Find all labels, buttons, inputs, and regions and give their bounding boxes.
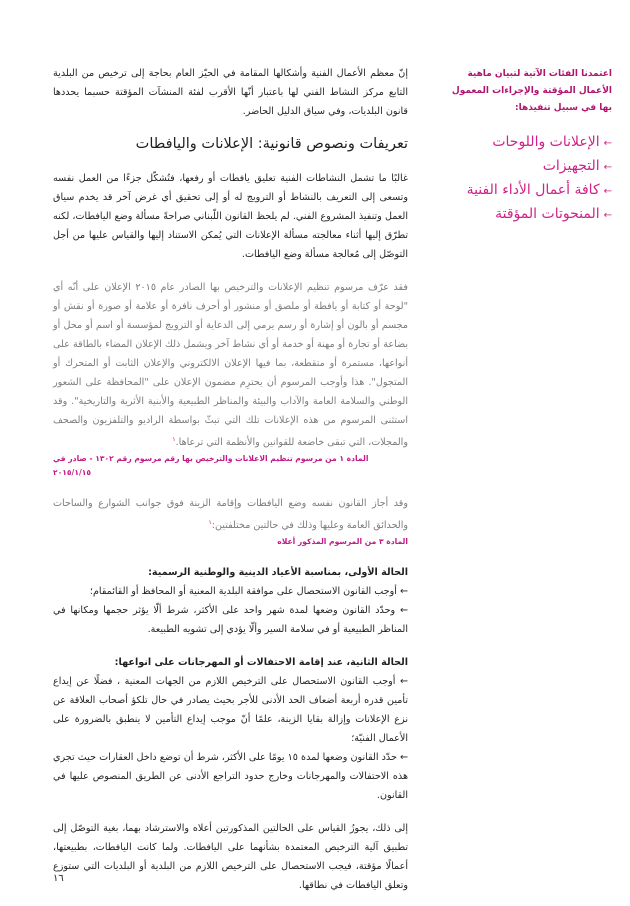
case-bullet: ← أوجب القانون الاستحصال على الترخيص اللازم من الجهات المعنية ، فضلًا عن إيداع تأمين قدره أربعة أضعاف الحد الأدنى للأجر بحيث يصادر في حال تلكؤ أصحاب العلاقة عن نزع الإعلانات وإزالة بقايا الزينة، علمًا أنّ موجب إيداع التأمين لا ينطبق بالضرورة على الأعمال الفنيّة؛ [53,676,408,745]
category-label: المنحوتات المؤقتة [495,206,600,222]
case-title: الحالة الأولى، بمناسبة الأعياد الدينية والوطنية الرسمية: [148,567,408,579]
category-list [442,131,612,227]
category-label: كافة أعمال الأداء الفنية [466,182,600,198]
legal-quote [53,494,408,535]
body-paragraph: غالبًا ما تشمل النشاطات الفنية تعليق يافطات أو رفعها، فتُشكّل جزءًا من العمل نفسه وتسعى إلى التعريف بالنشاط أو الترويج له أو إلى تحقيق أي غرض آخر قد يخدم سياق العمل وتنفيذ المشروع الفني. لم يلحظ القانون اللّبناني صراحةً مسألة وضع اليافطات، لكنه تطرّق إليها أثناء معالجته مسألة الإعلانات التي يُمكن الاستناد إليها والقياس عليها من أجل التوصّل إلى مُعالجة مسألة وضع اليافطات. [53,173,408,260]
arrow-left-icon: ← [603,138,612,149]
footnote-marker: ١ [172,436,176,443]
arrow-left-icon: ← [603,162,612,173]
category-label: الإعلانات واللوحات [492,134,600,150]
case-bullet: ← حدّد القانون وضعها لمدة ١٥ يومًا على الأكثر، شرط أن توضع داخل العقارات حيث تجري هذه الاحتفالات والمهرجانات وخارج حدود التراجع الأدنى عن الطريق المنصوص عليها في القانون. [53,752,408,802]
quote-text: فقد عرّف مرسوم تنظيم الإعلانات والترخيص بها الصادر عام ٢٠١٥ الإعلان على أنّه أي "لوحة أو كتابة أو يافطة أو ملصق أو منشور أو أحرف نافرة أو علامة أو صورة أو نقش أو مجسم أو بالون أو إشارة أو رسم يرمي إلى الدعاية أو الترويج لمؤسسة أو اسم أو محل أو بضاعة أو تجارة أو مهنة أو خدمة أو أي نشاط آخر ويشمل ذلك الإعلان المضاء بالطاقة على أنواعها، مستمرة أو متقطعة، بما فيها الإعلان الالكتروني والإعلان الثابت أو المتحرك أو المتجول". هذا وأوجب المرسوم أن يحترِم مضمون الإعلان على "المحافظة على الشعور الوطني والسلامة العامة والآداب والبيئة والمناظر الطبيعية والأبنية الأثرية والتاريخية". وقد استثنى المرسوم من هذه الإعلانات تلك التي تبثّ بواسطة الراديو والتلفزيون والصحف والمجلات، التي تبقى خاضعة للقوانين والأنظمة التي ترعاها. [53,282,408,449]
category-item-sculptures [442,203,612,227]
legal-reference: المادة ١ من مرسوم تنظيم الاعلانات والترخيص بها رقم مرسوم رقم ١٣٠٢ - صادر في ٢٠١٥/١/١٥ [53,454,369,478]
case-title: الحالة الثانية، عند إقامة الاحتفالات أو المهرجانات على انواعها: [114,657,408,669]
legal-quote [53,278,408,452]
category-item-performance [442,179,612,203]
case-bullet: ← وحدّد القانون وضعها لمدة شهر واحد على الأكثر، شرط ألّا يؤثر حجمها ومكانها في المناظر الطبيعية أو في سلامة السير وألّا يؤدي إلى تشويه الطبيعة. [53,605,408,636]
category-item-ads [442,131,612,155]
intro-paragraph: إنّ معظم الأعمال الفنية وأشكالها المقامة في الحيّز العام بحاجة إلى ترخيص من البلدية التابع مركز النشاط الفني لها باعتبار أنّها الأقرب لفئة المنشآت المؤقتة حسبما يحددها قانون البلديات، وفي سياق الدليل الحاضر. [53,68,408,117]
case-bullet: ← أوجب القانون الاستحصال على موافقة البلدية المعنية أو المحافظ أو القائمقام؛ [89,586,408,598]
page-number: ١٦ [53,873,64,884]
conclusion-paragraph: إلى ذلك، يجوزُ القياس على الحالتين المذكورتين أعلاه والاسترشاد بهما، بغية التوصّل إلى تطبيق آلية الترخيص المعتمدة بشأنهما على اليافطات. ولما كانت اليافطات، بطبيعتها، أعمالًا مؤقتة، فيجب الاستحصال على الترخيص اللازم من البلدية أو البلديات التي ستوزع وتعلق اليافطات في نطاقها. [53,823,408,892]
quote-text: وقد أجاز القانون نفسه وضع اليافطات وإقامة الزينة فوق جوانب الشوارع والساحات والحدائق العامة وعليها وذلك في حالتين مختلفتين: [53,498,408,532]
arrow-left-icon: ← [603,210,612,221]
sidebar [442,66,612,227]
arrow-left-icon: ← [603,186,612,197]
category-item-installations [442,155,612,179]
footnote-marker: ١ [208,519,212,527]
legal-reference: المادة ٣ من المرسوم المذكور أعلاه [277,537,408,547]
section-title: تعريفات ونصوص قانونية: الإعلانات واليافطات [135,136,408,152]
category-label: التجهيزات [542,158,600,174]
sidebar-intro: اعتمدنا الفئات الآتية لتبيان ماهية الأعمال المؤقتة والإجراءات المعمول بها في سبيل تنفيذها: [451,69,612,113]
main-content [53,64,408,895]
